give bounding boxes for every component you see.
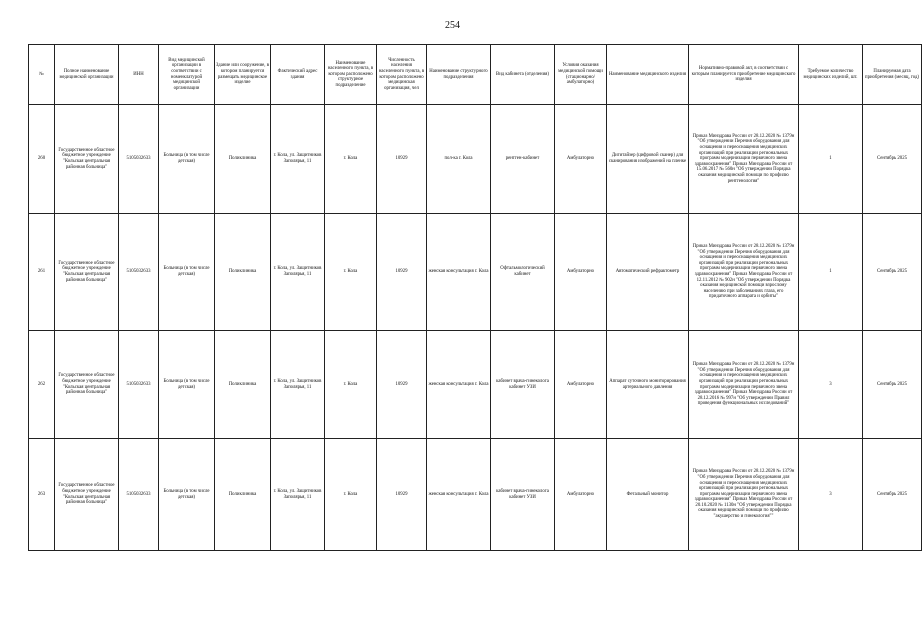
col-header-subdivision: Наименование структурного подразделения [427, 45, 491, 105]
table-row [29, 439, 922, 551]
cell-device: Фетальный монитор [607, 439, 689, 551]
cell-subdivision: женская консультация г. Кола [427, 439, 491, 551]
col-header-quantity: Требуемое количество медицинских изделий, шт. [799, 45, 863, 105]
col-header-device: Наименование медицинского изделия [607, 45, 689, 105]
cell-org-name: Государственное областное бюджетное учреждение "Кольская центральная районная больница" [55, 105, 119, 214]
table-row [29, 331, 922, 439]
col-header-building: Здание или сооружение, в котором планируется размещать медицинское изделие [215, 45, 271, 105]
table-row [29, 105, 922, 214]
cell-conditions: Амбулаторно [555, 105, 607, 214]
cell-normative: Приказ Минздрава России от 28.12.2020 № 1379н "Об утверждении Перечня оборудования для оснащения и переоснащения медицинских организаций при реализации региональных программ модернизации первичного звена здравоохранения" Приказ Минздрава России от 15.06.2017 № 560н "Об утверждении Порядка оказания медицинской помощи по профилю рентгенология" [689, 105, 799, 214]
col-header-purchase-date: Планируемая дата приобретения (месяц, год) [863, 45, 922, 105]
cell-conditions: Амбулаторно [555, 331, 607, 439]
cell-locality: г. Кола [325, 439, 377, 551]
cell-purchase-date: Сентябрь 2025 [863, 105, 922, 214]
cell-org-type: Больница (в том числе детская) [159, 214, 215, 331]
cell-inn: 5105032633 [119, 439, 159, 551]
cell-org-name: Государственное областное бюджетное учреждение "Кольская центральная районная больница" [55, 439, 119, 551]
cell-device: Автоматический рефрактометр [607, 214, 689, 331]
cell-inn: 5105032633 [119, 331, 159, 439]
cell-locality: г. Кола [325, 214, 377, 331]
col-header-org-name: Полное наименование медицинской организации [55, 45, 119, 105]
cell-conditions: Амбулаторно [555, 214, 607, 331]
page-number: 254 [445, 20, 460, 31]
cell-population: 10929 [377, 439, 427, 551]
cell-device: Аппарат суточного мониторирования артериального давления [607, 331, 689, 439]
cell-normative: Приказ Минздрава России от 28.12.2020 № 1379н "Об утверждении Перечня оборудования для оснащения и переоснащения медицинских организаций при реализации региональных программ модернизации первичного звена здравоохранения" Приказ Минздрава России от 20.10.2020 № 1130н "Об утверждении Порядка оказания медицинской помощи по профилю "акушерство и гинекология"" [689, 439, 799, 551]
cell-cabinet: кабинет врача-гинеколога кабинет УЗИ [491, 439, 555, 551]
cell-population: 10929 [377, 105, 427, 214]
equipment-registry-table [28, 44, 922, 551]
cell-locality: г. Кола [325, 105, 377, 214]
cell-org-type: Больница (в том числе детская) [159, 331, 215, 439]
cell-building: Поликлиника [215, 105, 271, 214]
cell-subdivision: женская консультация г. Кола [427, 331, 491, 439]
table-row [29, 214, 922, 331]
cell-org-name: Государственное областное бюджетное учреждение "Кольская центральная районная больница" [55, 331, 119, 439]
cell-cabinet: кабинет врача-гинеколога кабинет УЗИ [491, 331, 555, 439]
cell-quantity: 3 [799, 439, 863, 551]
cell-quantity: 3 [799, 331, 863, 439]
col-header-cabinet: Вид кабинета (отделения) [491, 45, 555, 105]
cell-quantity: 1 [799, 105, 863, 214]
col-header-conditions: Условия оказания медицинской помощи (стационарно/амбулаторно) [555, 45, 607, 105]
col-header-locality: Наименование населенного пункта, в котором расположено структурное подразделение [325, 45, 377, 105]
col-header-normative: Нормативно-правовой акт, в соответствии с которым планируется приобретение медицинского изделия [689, 45, 799, 105]
cell-inn: 5105032633 [119, 214, 159, 331]
cell-device: Дигитайзер (цифровой сканер) для сканирования изображений на пленке [607, 105, 689, 214]
cell-cabinet: Офтальмологический кабинет [491, 214, 555, 331]
cell-building: Поликлиника [215, 331, 271, 439]
cell-subdivision: пол-ка г. Кола [427, 105, 491, 214]
cell-purchase-date: Сентябрь 2025 [863, 214, 922, 331]
cell-org-type: Больница (в том числе детская) [159, 105, 215, 214]
cell-number: 261 [29, 214, 55, 331]
cell-address: г. Кола, ул. Защитников Заполярья, 11 [271, 214, 325, 331]
cell-purchase-date: Сентябрь 2025 [863, 439, 922, 551]
cell-address: г. Кола, ул. Защитников Заполярья, 11 [271, 105, 325, 214]
col-header-address: Фактический адрес здания [271, 45, 325, 105]
cell-population: 10929 [377, 214, 427, 331]
cell-number: 263 [29, 439, 55, 551]
cell-number: 260 [29, 105, 55, 214]
cell-quantity: 1 [799, 214, 863, 331]
cell-address: г. Кола, ул. Защитников Заполярья, 11 [271, 331, 325, 439]
cell-purchase-date: Сентябрь 2025 [863, 331, 922, 439]
cell-number: 262 [29, 331, 55, 439]
cell-subdivision: женская консультация г. Кола [427, 214, 491, 331]
cell-locality: г. Кола [325, 331, 377, 439]
cell-population: 10929 [377, 331, 427, 439]
col-header-population: Численность населения населенного пункта, в котором расположено медицинская организация, чел [377, 45, 427, 105]
cell-building: Поликлиника [215, 214, 271, 331]
cell-org-type: Больница (в том числе детская) [159, 439, 215, 551]
cell-inn: 5105032633 [119, 105, 159, 214]
cell-normative: Приказ Минздрава России от 28.12.2020 № 1379н "Об утверждении Перечня оборудования для оснащения и переоснащения медицинских организаций при реализации региональных программ модернизации первичного звена здравоохранения" Приказ Минздрава России от 28.12.2016 № 997н "Об утверждении Правил проведения функциональных исследований" [689, 331, 799, 439]
cell-address: г. Кола, ул. Защитников Заполярья, 11 [271, 439, 325, 551]
col-header-number: № [29, 45, 55, 105]
cell-normative: Приказ Минздрава России от 28.12.2020 № 1379н "Об утверждении Перечня оборудования для оснащения и переоснащения медицинских организаций при реализации региональных программ модернизации первичного звена здравоохранения" Приказ Минздрава России от 12.11.2012 № 902н "Об утверждении Порядка оказания медицинской помощи взрослому населению при заболеваниях глаза, его придаточного аппарата и орбиты" [689, 214, 799, 331]
cell-cabinet: рентген-кабинет [491, 105, 555, 214]
col-header-org-type: Вид медицинской организации в соответствии с номенклатурой медицинской организации [159, 45, 215, 105]
cell-building: Поликлиника [215, 439, 271, 551]
col-header-inn: ИНН [119, 45, 159, 105]
cell-conditions: Амбулаторно [555, 439, 607, 551]
cell-org-name: Государственное областное бюджетное учреждение "Кольская центральная районная больница" [55, 214, 119, 331]
table-header-row [29, 45, 922, 105]
